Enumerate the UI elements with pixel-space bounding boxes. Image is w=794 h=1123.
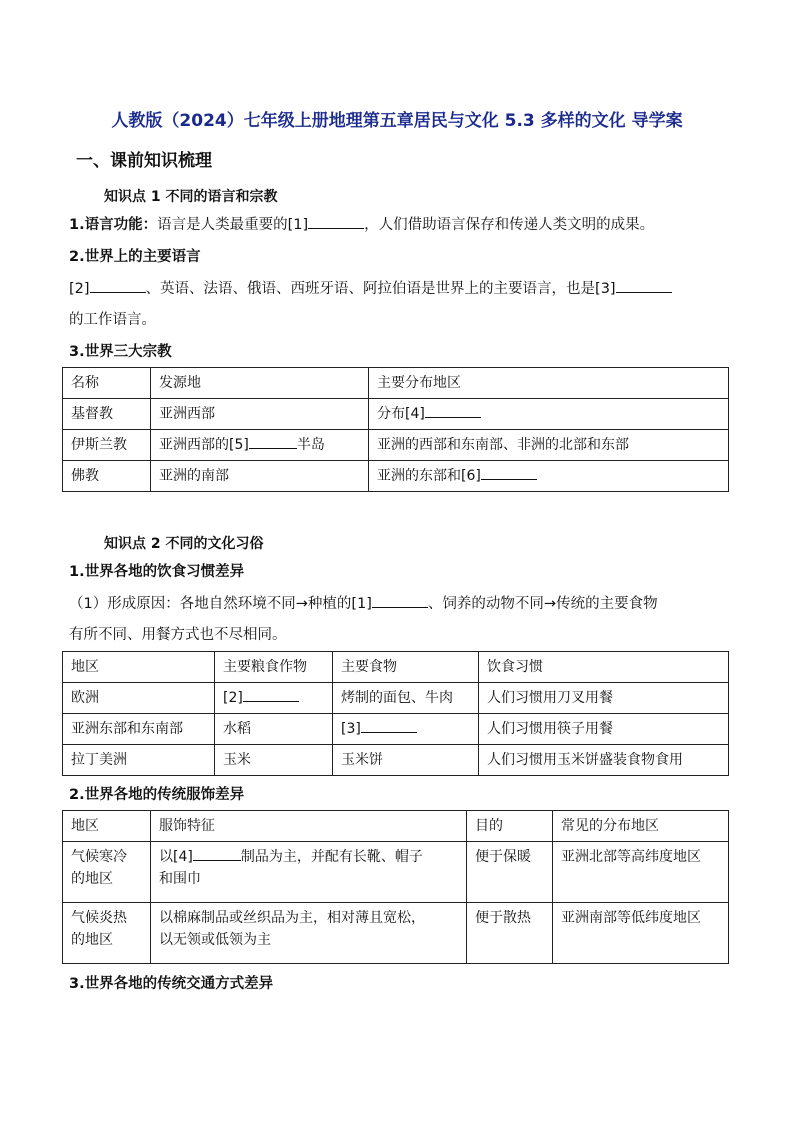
table-cell: 亚洲南部等低纬度地区 (553, 903, 729, 964)
table-cell: 人们习惯用刀叉用餐 (479, 683, 729, 714)
religion-distribution: 亚洲的西部和东南部、非洲的北部和东部 (369, 430, 729, 461)
table-header: 主要粮食作物 (215, 652, 333, 683)
fill-blank-5[interactable] (249, 434, 297, 449)
kp2-heading: 知识点 2 不同的文化习俗 (104, 536, 264, 552)
kp1-p1-label: 1.语言功能： (69, 217, 158, 233)
table-cell: 水稻 (215, 714, 333, 745)
religion-name: 基督教 (63, 399, 151, 430)
kp1-p1-text-b: ，人们借助语言保存和传递人类文明的成果。 (364, 217, 655, 233)
origin-text: 亚洲西部的[5] (159, 437, 249, 453)
region-line-1: 气候寒冷 (71, 849, 127, 865)
table-header-row (63, 811, 729, 842)
region-line-1: 气候炎热 (71, 910, 127, 926)
fill-blank-3[interactable] (616, 278, 672, 293)
fill-blank-2[interactable] (90, 278, 146, 293)
table-cell (151, 842, 467, 903)
table-cell: 亚洲北部等高纬度地区 (553, 842, 729, 903)
table-cell: 人们习惯用玉米饼盛装食物食用 (479, 745, 729, 776)
kp2-p1-text-c: 有所不同、用餐方式也不尽相同。 (69, 627, 287, 643)
table-cell (333, 714, 479, 745)
food-table (62, 651, 729, 776)
fill-blank-9[interactable] (361, 718, 417, 733)
table-header: 发源地 (151, 368, 369, 399)
kp1-paragraph-2 (69, 277, 728, 301)
table-cell: 便于散热 (467, 903, 553, 964)
table-row (63, 714, 729, 745)
fill-blank-10[interactable] (193, 846, 241, 861)
table-header: 地区 (63, 652, 215, 683)
table-cell: 亚洲东部和东南部 (63, 714, 215, 745)
fill-blank-4[interactable] (425, 403, 481, 418)
kp2-paragraph-1 (69, 592, 728, 616)
table-header-row (63, 368, 729, 399)
table-cell (63, 903, 151, 964)
table-row (63, 399, 729, 430)
distribution-text: 分布[4] (377, 406, 425, 422)
table-row (63, 745, 729, 776)
kp1-p2-text-b: 、英语、法语、俄语、西班牙语、阿拉伯语是世界上的主要语言，也是[3] (145, 281, 616, 297)
religion-distribution (369, 461, 729, 492)
section-heading: 一、课前知识梳理 (76, 151, 212, 171)
table-cell: 玉米 (215, 745, 333, 776)
religion-origin: 亚洲的南部 (151, 461, 369, 492)
table-cell (151, 903, 467, 964)
table-header: 主要食物 (333, 652, 479, 683)
fill-blank-1[interactable] (308, 214, 364, 229)
feature-text-b: 制品为主，并配有长靴、帽子 (240, 849, 423, 865)
religion-distribution (369, 399, 729, 430)
table-cell (215, 683, 333, 714)
table-header: 主要分布地区 (369, 368, 729, 399)
table-header: 地区 (63, 811, 151, 842)
table-row (63, 842, 729, 903)
religions-table (62, 367, 729, 492)
kp2-p3-label: 3.世界各地的传统交通方式差异 (69, 976, 274, 992)
table-header: 服饰特征 (151, 811, 467, 842)
table-row (63, 430, 729, 461)
table-row (63, 683, 729, 714)
table-cell: 欧洲 (63, 683, 215, 714)
table-cell: 玉米饼 (333, 745, 479, 776)
table-row (63, 461, 729, 492)
kp1-paragraph-1 (69, 213, 728, 237)
distribution-text: 亚洲的东部和[6] (377, 468, 481, 484)
kp1-p3-label: 3.世界三大宗教 (69, 344, 172, 360)
fill-blank-6[interactable] (481, 465, 537, 480)
feature-text-b: 以无领或低领为主 (159, 932, 271, 948)
kp2-p1-label: 1.世界各地的饮食习惯差异 (69, 564, 245, 580)
origin-suffix: 半岛 (296, 437, 325, 453)
region-line-2: 的地区 (71, 871, 113, 887)
religion-name: 伊斯兰教 (63, 430, 151, 461)
kp1-p2-text-c: 的工作语言。 (69, 312, 156, 328)
table-cell (63, 842, 151, 903)
religion-origin (151, 430, 369, 461)
table-row (63, 903, 729, 964)
feature-text-a: 以[4] (159, 849, 193, 865)
kp2-p2-label: 2.世界各地的传统服饰差异 (69, 787, 245, 803)
religion-origin: 亚洲西部 (151, 399, 369, 430)
table-header-row (63, 652, 729, 683)
feature-text-c: 和围巾 (159, 871, 201, 887)
religion-name: 佛教 (63, 461, 151, 492)
fill-blank-8[interactable] (243, 687, 299, 702)
kp2-p1-text-b: 、饲养的动物不同→传统的主要食物 (427, 596, 658, 612)
fill-blank-7[interactable] (372, 593, 428, 608)
table-header: 目的 (467, 811, 553, 842)
table-header: 饮食习惯 (479, 652, 729, 683)
feature-text-a: 以棉麻制品或丝织品为主，相对薄且宽松， (159, 910, 425, 926)
kp1-p2-label: 2.世界上的主要语言 (69, 249, 201, 265)
table-header: 常见的分布地区 (553, 811, 729, 842)
kp1-p1-text-a: 语言是人类最重要的[1] (157, 217, 309, 233)
page-title: 人教版（2024）七年级上册地理第五章居民与文化 5.3 多样的文化 导学案 (111, 111, 683, 131)
kp1-p2-text-a: [2] (69, 281, 90, 297)
table-cell: 烤制的面包、牛肉 (333, 683, 479, 714)
table-header: 名称 (63, 368, 151, 399)
cell-text: [2] (223, 690, 243, 706)
table-cell: 人们习惯用筷子用餐 (479, 714, 729, 745)
region-line-2: 的地区 (71, 932, 113, 948)
table-cell: 拉丁美洲 (63, 745, 215, 776)
kp2-p1-text-a: （1）形成原因：各地自然环境不同→种植的[1] (69, 596, 372, 612)
kp1-heading: 知识点 1 不同的语言和宗教 (104, 189, 278, 205)
cell-text: [3] (341, 721, 361, 737)
clothing-table (62, 810, 729, 964)
table-cell: 便于保暖 (467, 842, 553, 903)
